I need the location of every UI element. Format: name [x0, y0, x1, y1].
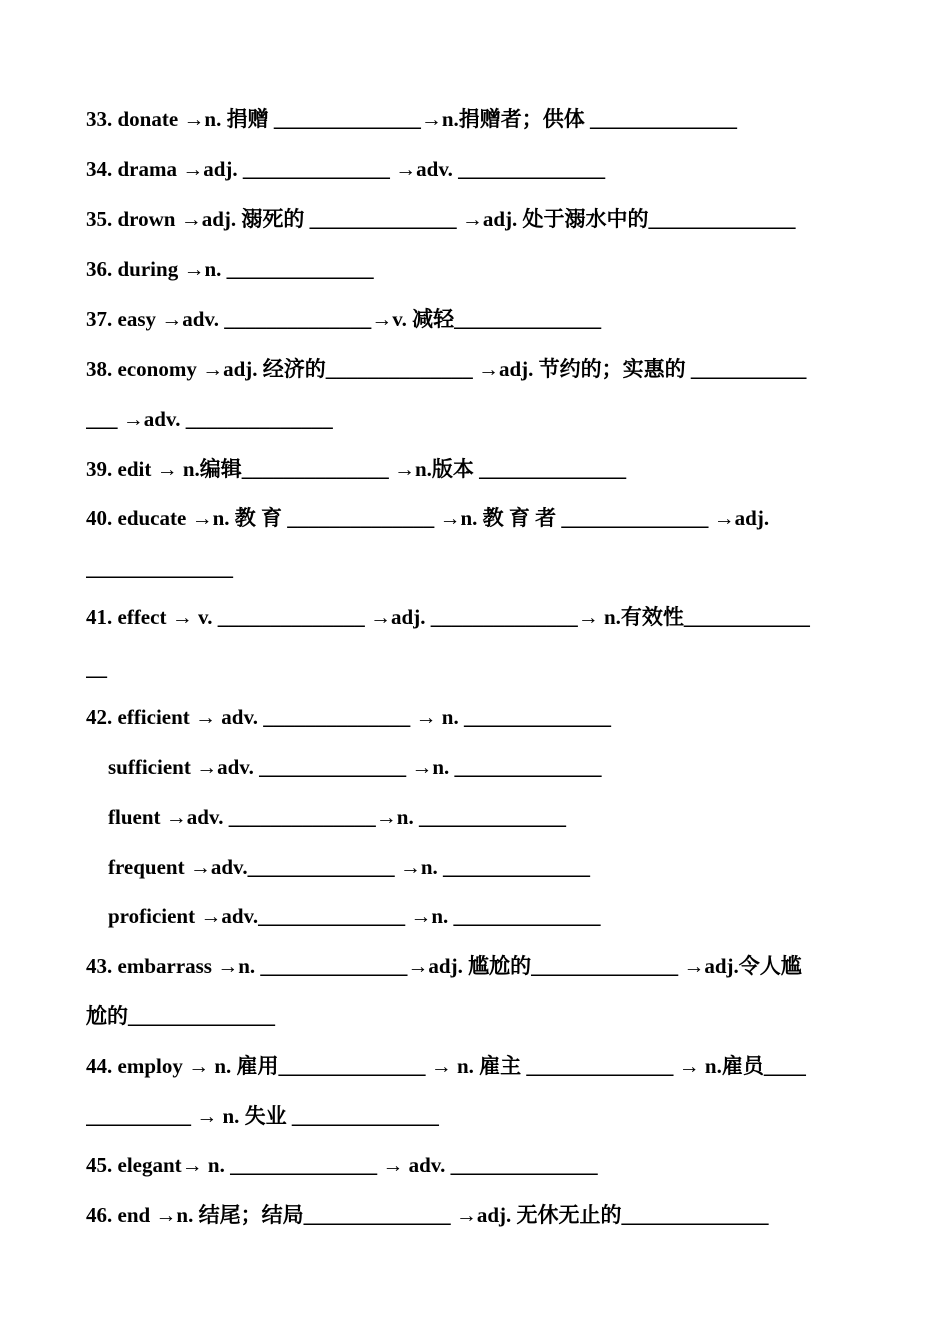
exercise-43: 43. embarrass →n. ______________→adj. 尴尬的______________ →adj.令人尴 [86, 954, 802, 978]
exercise-43-continued: 尬的______________ [86, 1004, 275, 1028]
exercise-38-continued: ___ →adv. ______________ [86, 407, 333, 431]
exercise-40-continued: ______________ [86, 556, 233, 580]
exercise-40: 40. educate →n. 教 育 ______________ →n. 教 育 者 ______________ →adj. [86, 506, 770, 530]
exercise-42-sufficient: sufficient →adv. ______________ →n. ______________ [108, 755, 602, 779]
exercise-45: 45. elegant→ n. ______________ → adv. ______________ [86, 1153, 598, 1177]
exercise-44: 44. employ → n. 雇用______________ → n. 雇主 ______________ → n.雇员____ [86, 1054, 806, 1078]
exercise-46: 46. end →n. 结尾；结局______________ →adj. 无休无止的______________ [86, 1203, 769, 1227]
exercise-35: 35. drown →adj. 溺死的 ______________ →adj. 处于溺水中的______________ [86, 207, 796, 231]
exercise-38: 38. economy →adj. 经济的______________ →adj. 节约的；实惠的 ___________ [86, 357, 807, 381]
exercise-33: 33. donate →n. 捐赠 ______________→n.捐赠者；供体 ______________ [86, 107, 738, 131]
exercise-42-fluent: fluent →adv. ______________→n. ______________ [108, 805, 566, 829]
exercise-42-frequent: frequent →adv.______________ →n. ______________ [108, 855, 591, 879]
exercise-34: 34. drama →adj. ______________ →adv. ______________ [86, 157, 606, 181]
exercise-37: 37. easy →adv. ______________→v. 减轻______________ [86, 307, 602, 331]
exercise-41: 41. effect → v. ______________ →adj. ______________→ n.有效性____________ [86, 605, 810, 629]
exercise-42-proficient: proficient →adv.______________ →n. ______________ [108, 904, 601, 928]
exercise-39: 39. edit → n.编辑______________ →n.版本 ______________ [86, 457, 627, 481]
exercise-44-continued: __________ → n. 失业 ______________ [86, 1104, 439, 1128]
exercise-36: 36. during →n. ______________ [86, 257, 374, 281]
exercise-42: 42. efficient → adv. ______________ → n. ______________ [86, 705, 611, 729]
exercise-41-continued: __ [86, 656, 107, 680]
